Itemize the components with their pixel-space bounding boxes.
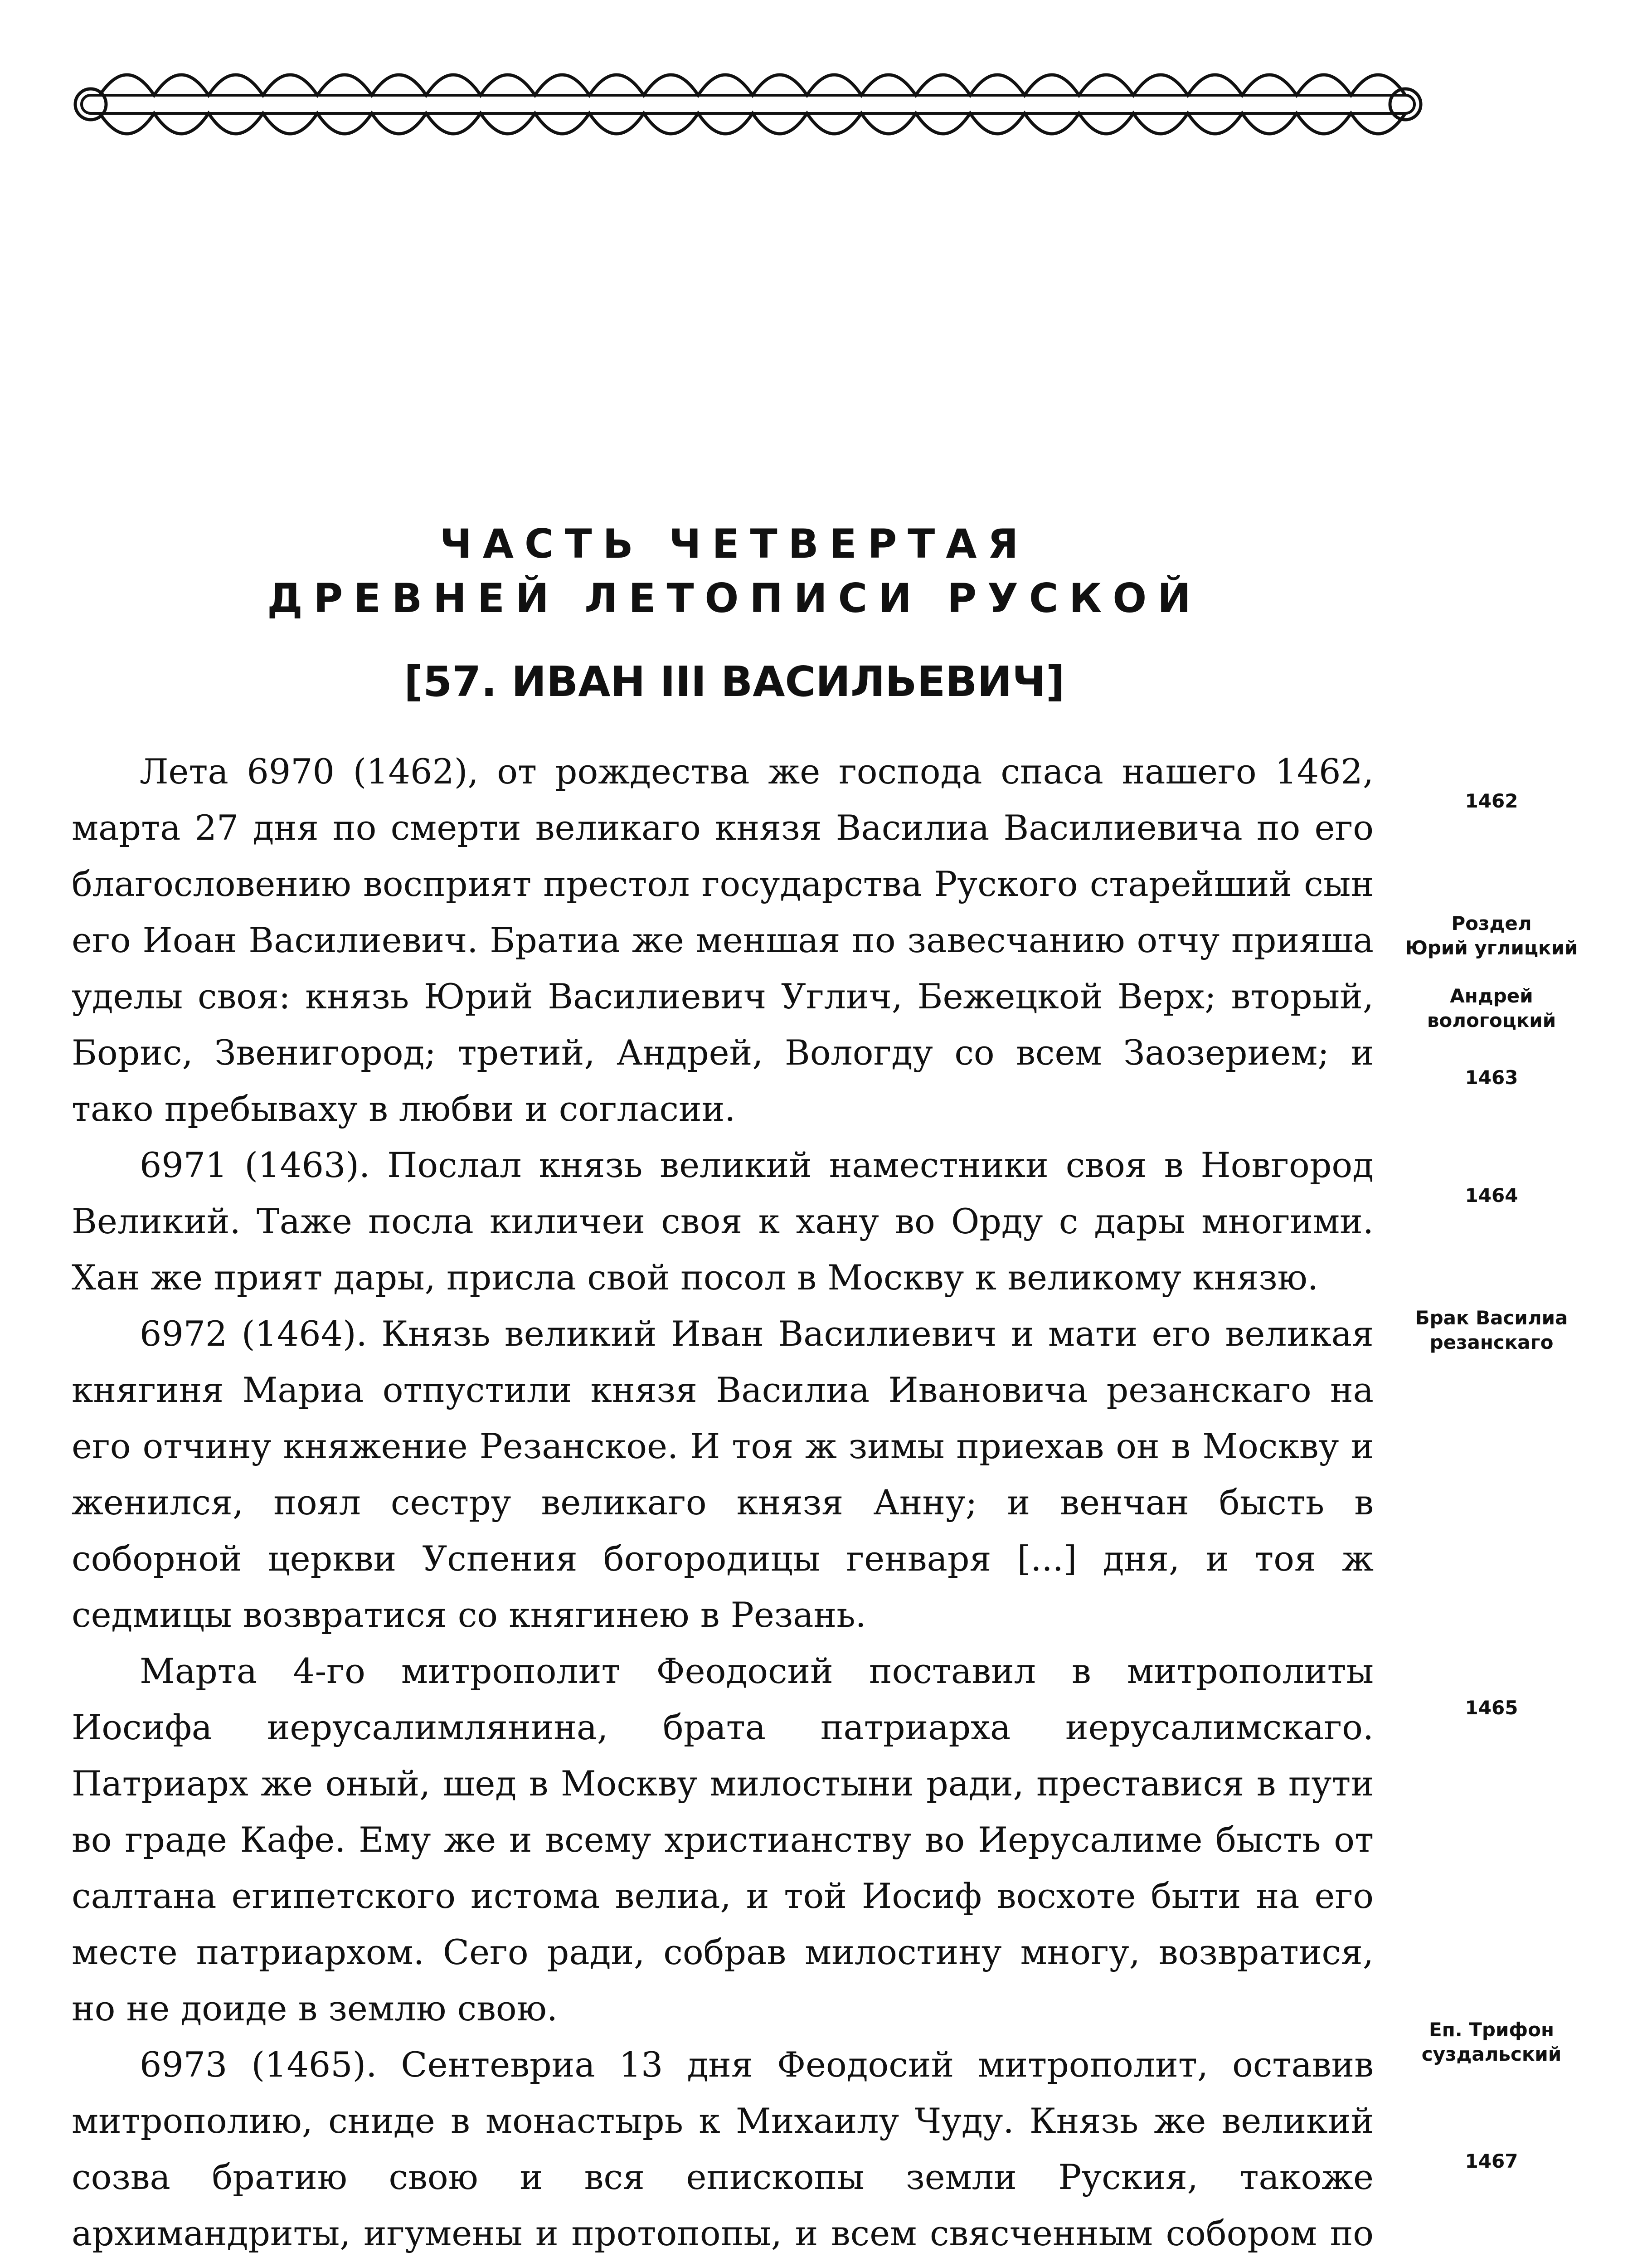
- margin-note-trifon: Еп. Трифон суздальский: [1421, 2019, 1562, 2065]
- margin-note-1465: 1465: [1465, 1697, 1518, 1719]
- paragraph-iosif: Марта 4-го митрополит Феодосий поставил в митрополиты Иосифа иерусалимлянина, брата патриарха иерусалимскаго. Патриарх же оный, шед в Москву милостыни ради, преставися в пути во граде Кафе. Ему же и всему христианству во Иерусалиме бысть от салтана египетского истома велиа, и той Иосиф восхоте быти на его месте патриархом. Сего ради, собрав милостину многу, возвратися, но не доиде в землю свою.: [72, 1651, 1374, 2029]
- paragraph-1464: 6972 (1464). Князь великий Иван Василиевич и мати его великая княгиня Мариа отпустили князя Василиа Ивановича резанскаго на его отчину княжение Резанское. И тоя ж зимы приехав он в Москву и женился, поял сестру великаго князя Анну; и венчан бысть в соборной церкви Успения богородицы генваря [...] дня, и тоя ж седмицы возвратися со княгинею в Резань.: [72, 1313, 1374, 1635]
- part-title-line2: ДРЕВНЕЙ ЛЕТОПИСИ РУСКОЙ: [267, 575, 1202, 622]
- paragraph-1463: 6971 (1463). Послал князь великий наместники своя в Новгород Великий. Таже посла киличеи своя к хану во Орду с дары многими. Хан же прият дары, присла свой посол в Москву к великому князю.: [72, 1145, 1374, 1298]
- margin-note-andrey: Андрей вологоцкий: [1427, 985, 1556, 1031]
- scroll-wave-ornament-icon: [73, 50, 1424, 159]
- margin-note-brak: Брак Василиа резанскаго: [1415, 1307, 1568, 1353]
- chapter-title: [57. ИВАН III ВАСИЛЬЕВИЧ]: [404, 657, 1065, 706]
- margin-note-yuriy: Юрий углицкий: [1405, 937, 1578, 959]
- margin-note-1464: 1464: [1465, 1184, 1518, 1206]
- paragraph-1462: Лета 6970 (1462), от рождества же господа спаса нашего 1462, марта 27 дня по смерти великаго князя Василиа Василиевича по его благословению восприят престол государства Руского старейший сын его Иоан Василиевич. Братиа же меншая по завесчанию отчу прияша уделы своя: князь Юрий Василиевич Углич, Бежецкой Верх; вторый, Борис, Звенигород; третий, Андрей, Вологду со всем Заозерием; и тако пребываху в любви и согласии.: [72, 751, 1374, 1129]
- margin-note-1463: 1463: [1465, 1066, 1518, 1089]
- margin-note-1462: 1462: [1465, 790, 1518, 812]
- margin-note-razdel: Роздел: [1451, 912, 1532, 934]
- margin-note-1467: 1467: [1465, 2150, 1518, 2172]
- chronicle-text: [72, 744, 1374, 2267]
- paragraph-1465: 6973 (1465). Сентевриа 13 дня Феодосий митрополит, оставив митрополию, сниде в монастырь к Михаилу Чуду. Князь же великий созва братию свою и вся епископы земли Руския, такоже архимандриты, игумены и протопопы, и всем свясченным собором по: [72, 2044, 1374, 2253]
- part-title-line1: ЧАСТЬ ЧЕТВЕРТАЯ: [439, 521, 1030, 567]
